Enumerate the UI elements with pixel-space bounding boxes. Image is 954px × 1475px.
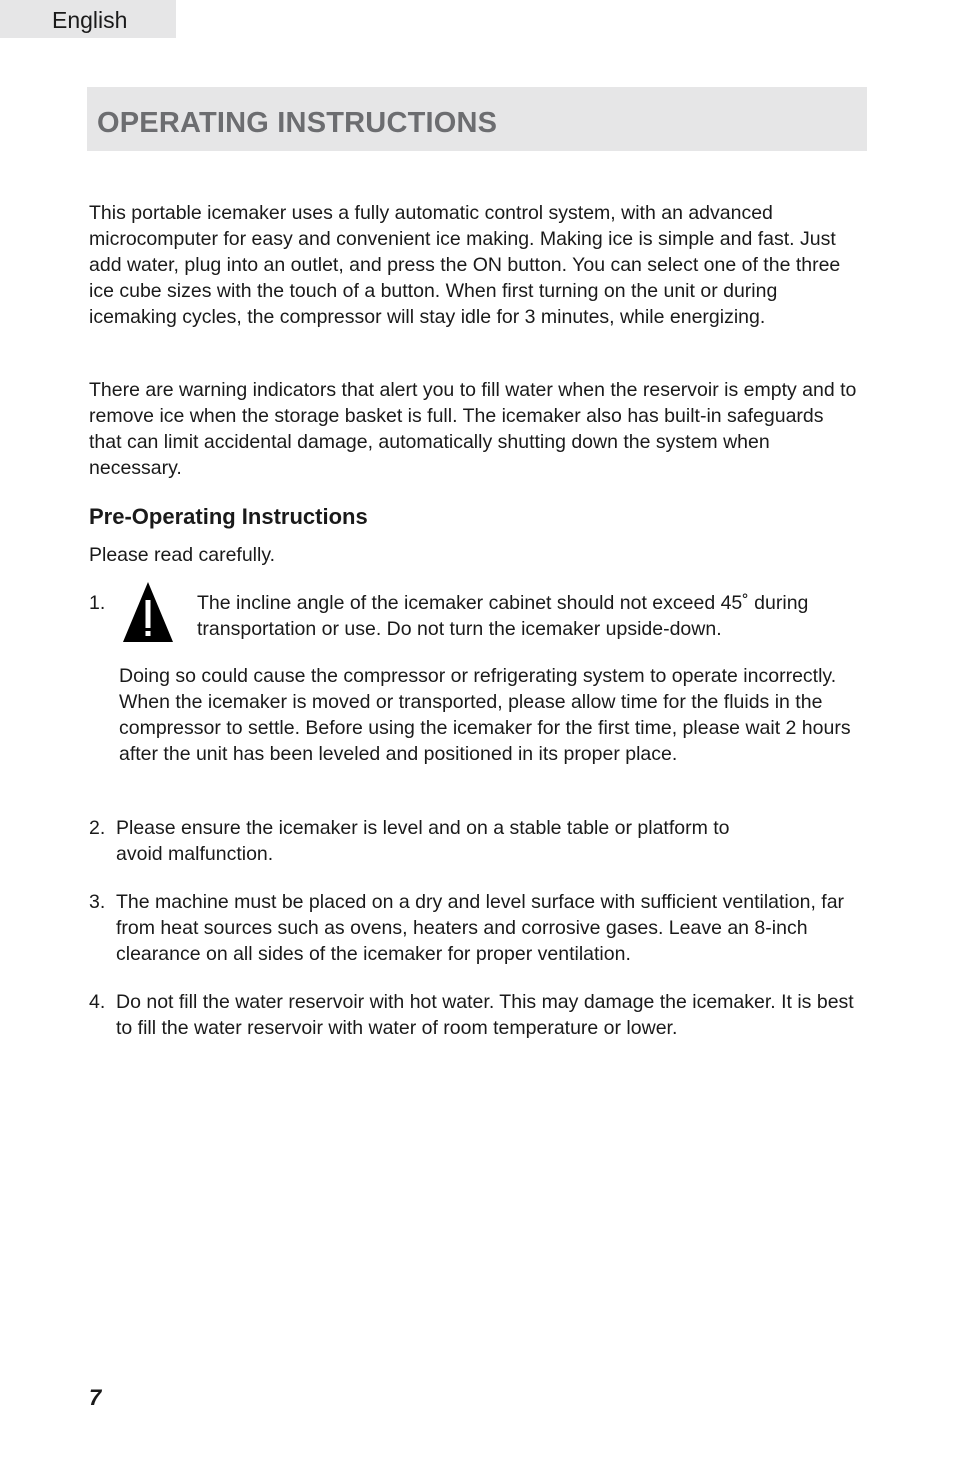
list-item-number: 2. bbox=[89, 817, 106, 839]
list-item-number: 1. bbox=[89, 592, 106, 614]
intro-paragraph-2: There are warning indicators that alert you to fill water when the reservoir is empty and to remove ice when the storage basket is full. The icemaker also has built-in safeguards that can limit accidental damage, automatically shutting down the system when necessary. bbox=[89, 379, 857, 479]
section-heading: Pre-Operating Instructions bbox=[89, 504, 368, 529]
title-band bbox=[87, 87, 867, 151]
page-number: 7 bbox=[89, 1385, 102, 1410]
intro-paragraph-1: This portable icemaker uses a fully automatic control system, with an advanced microcomputer for easy and convenient ice making. Making ice is simple and fast. Just add water, plug into an outlet, and press the ON button. You can select one of the three ice cube sizes with the touch of a button. When first turning on the unit or during icemaking cycles, the compressor will stay idle for 3 minutes, while energizing. bbox=[89, 202, 841, 328]
list-item bbox=[89, 889, 861, 967]
list-item-number: 3. bbox=[89, 891, 106, 913]
list-item-lead: The incline angle of the icemaker cabinet should not exceed 45˚ during transportation or use. Do not turn the icemaker upside-down. bbox=[197, 592, 809, 640]
list-item bbox=[89, 989, 861, 1041]
list-item-text: Please ensure the icemaker is level and on a stable table or platform to avoid malfunction. bbox=[116, 817, 730, 865]
warning-icon bbox=[123, 582, 173, 642]
section-intro: Please read carefully. bbox=[89, 544, 276, 566]
language-tab: English bbox=[0, 0, 176, 38]
list-item-continuation: Doing so could cause the compressor or refrigerating system to operate incorrectly. When the icemaker is moved or transported, please allow time for the fluids in the compressor to settle. Before using the icemaker for the first time, please wait 2 hours after the unit has been leveled and positioned in its proper place. bbox=[119, 665, 851, 765]
page-title: OPERATING INSTRUCTIONS bbox=[97, 107, 498, 139]
list-item-number: 4. bbox=[89, 991, 106, 1013]
list-item-text: Do not fill the water reservoir with hot water. This may damage the icemaker. It is best to fill the water reservoir with water of room temperature or lower. bbox=[116, 991, 854, 1039]
list-item bbox=[89, 815, 779, 867]
list-item-text: The machine must be placed on a dry and level surface with sufficient ventilation, far from heat sources such as ovens, heaters and corrosive gases. Leave an 8-inch clearance on all sides of the icemaker for proper ventilation. bbox=[116, 891, 845, 965]
